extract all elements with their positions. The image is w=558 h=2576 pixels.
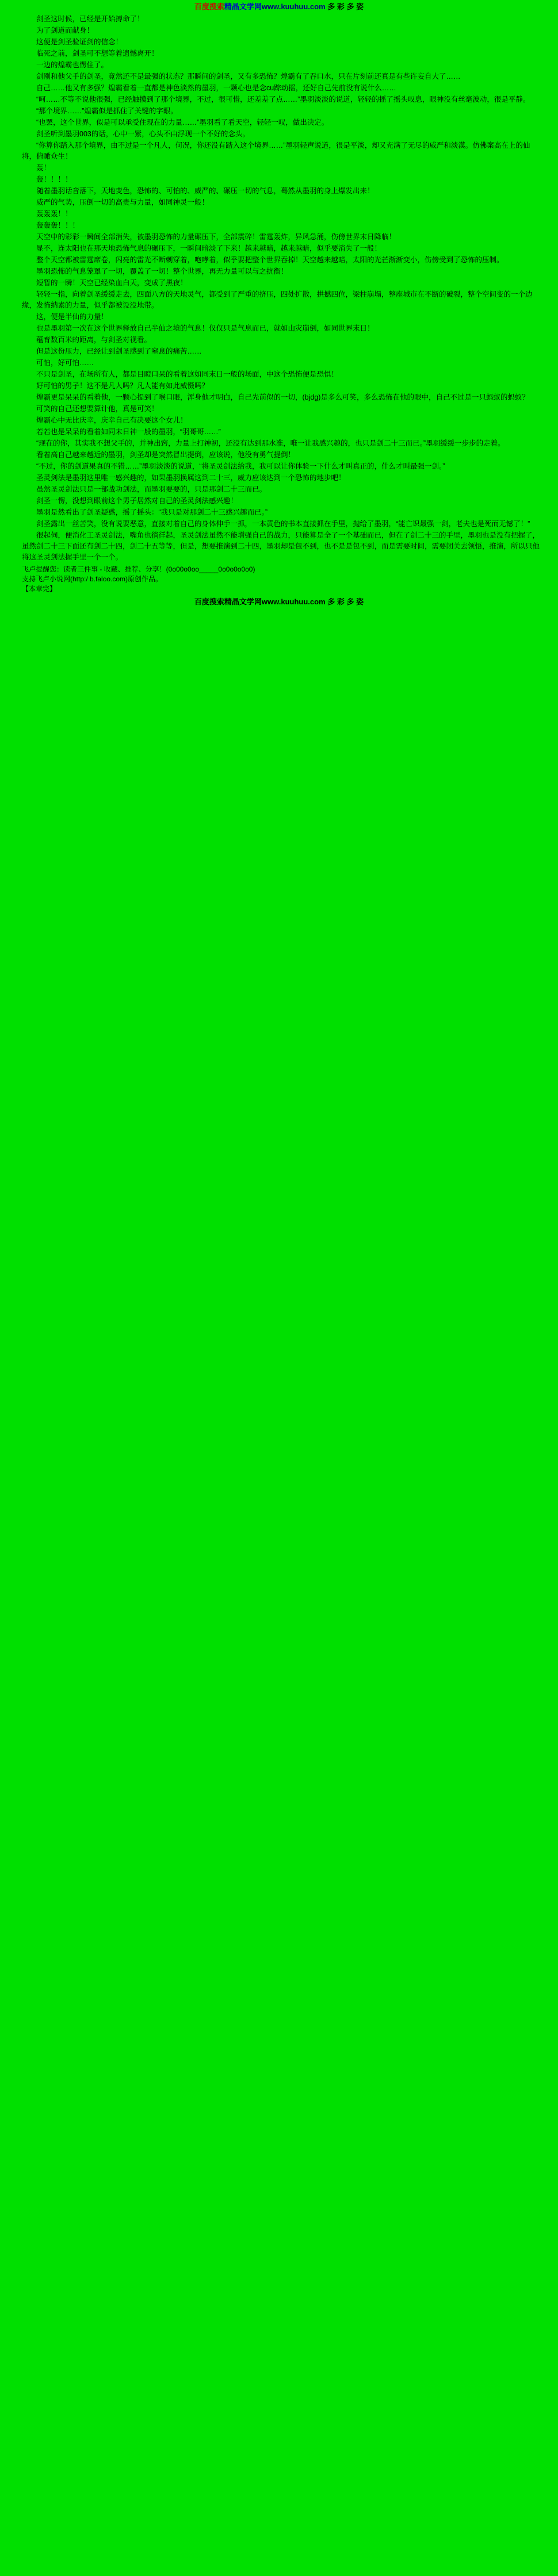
paragraph: 剑刚和他父手的剑圣，竟然还不是最强的状态？那瞬间的剑圣，又有多恐怖？煌霸有了吞口水，只在片刻前还真是有些许妄自大了…… (36, 72, 461, 80)
paragraph: 自己……他又有多强？煌霸看着一直都是神色淡然的墨羽，一颗心也是念cu踪动摇，还好自己先前没有说什么…… (36, 84, 396, 92)
paragraph: 若若也是呆呆的看着如同末日神一般的墨羽，“羽哥哥……” (36, 428, 221, 436)
footer-line-source[interactable]: 支持飞卢小说网(http:/ b.faloo.com)原创作品。 (22, 575, 163, 583)
paragraph: 轰轰轰！！ (36, 210, 72, 218)
paragraph: “不过，你的剑道果真的不错……”墨羽淡淡的说道，“将圣灵剑法给我，我可以让你体验一下什么才叫真正的，什么才叫最强一剑。” (36, 462, 445, 470)
paragraph: 整个天空都被雷霆席卷，闪亮的雷光不断刺穿着，咆哮着，似乎要把整个世界吞掉！天空越来越暗，太阳的光芒渐渐变小，伤傍受到了恐怖的压制。 (36, 256, 504, 264)
top-banner-url[interactable]: www.kuuhuu.com (261, 2, 326, 11)
bottom-banner-prefix: 百度搜索 (194, 597, 224, 606)
novel-page (0, 0, 558, 610)
paragraph: “你算你踏入那个境界，由不过是一个凡人，何况，你还没有踏入这个境界……”墨羽轻声说道，很是平淡，却又充满了无尽的威严和淡漠。仿佛案高在上的仙将，俯瞰众生！ (22, 141, 530, 160)
paragraph: 短暂的一瞬！天空已经染血白天，变成了黑夜！ (36, 279, 188, 287)
paragraph: 轰！ (36, 164, 51, 172)
paragraph: 临死之前，剑圣可不想等着遗憾离开！ (36, 49, 159, 57)
paragraph: “也罢，这个世界，似是可以承受住现在的力量……”墨羽看了看天空，轻轻一叹，做出决定。 (36, 118, 329, 126)
paragraph: 一边的煌霸也愣住了。 (36, 61, 109, 69)
paragraph: 轰轰轰！！！ (36, 221, 80, 229)
paragraph: 不只是剑圣，在场所有人，都是目瞪口呆的看着这如同末日一般的场面，中这个恐怖便是恐惧！ (36, 370, 339, 378)
paragraph: 看着高自己越来越近的墨羽，剑圣却是突然冒出提倒，应该说，他没有勇气提倒！ (36, 451, 296, 459)
paragraph: 很起伺，便消化工圣灵剑法，嘴角也徜徉起，圣灵剑法虽然不能增强自己的战力，只能算是全了一个基础而已，但在了剑二十三的手里，墨羽也是没有把握了，虽然剑二十三下面还有剑二十四，剑二十五等等，但是，想要推演到二十四，墨羽却是包不到，也不是是包不到，而是需要时间，需要闭关去领悟，推演，所以只他将这圣灵剑法握手里一个一个。 (22, 531, 540, 561)
paragraph: 这便是剑圣验证剑的信念！ (36, 38, 123, 46)
footer-notes (0, 564, 558, 596)
top-banner-suffix: 多 彩 多 姿 (327, 2, 364, 11)
paragraph: “那个境界……”煌霸似是抓住了关键的字眼。 (36, 107, 178, 115)
paragraph: 煌霸心中无比庆幸，庆幸自己有决要这个女儿！ (36, 416, 188, 424)
paragraph: 但是这份压力，已经让到剑圣感到了窒息的痛苦…… (36, 347, 202, 355)
paragraph: 墨羽恐怖的气息笼罩了一切，覆盖了一切！整个世界，再无力量可以与之抗衡！ (36, 267, 288, 275)
bottom-banner-suffix: 多 彩 多 姿 (327, 597, 364, 606)
paragraph: 可怕，好可怕…… (36, 359, 94, 367)
paragraph: 威严的气势，压倒一切的高贵与力量，如同神灵一般！ (36, 198, 209, 206)
paragraph: 剑圣露出一丝苦笑，没有说要恶意，直接对着自己的身体伸手一抓，一本黄色的书本直接抓在手里，抛给了墨羽，“能亡识最强一剑，老夫也是死而无憾了！” (36, 520, 530, 528)
paragraph: 墨羽是然看出了剑圣疑惑，摇了摇头：“我只是对那剑二十三感兴趣而已。” (36, 508, 268, 516)
bottom-banner-url[interactable]: www.kuuhuu.com (261, 597, 326, 606)
paragraph: 剑圣这时候，已经是开始搏命了！ (36, 15, 144, 23)
paragraph: 天空中的彩彩一瞬间全部消失，被墨羽恐怖的力量碾压下，全部震碎！雷霆轰炸，异风急涌，伤傍世界末日降临！ (36, 233, 396, 241)
chapter-body (0, 13, 558, 563)
paragraph: 显不，连太阳也在那天地恐怖气息的碾压下，一瞬间暗淡了下来！越来越暗，越来越暗，似乎要消失了一般！ (36, 244, 382, 252)
paragraph: 可笑的自己还想要算计他，真是可笑！ (36, 405, 159, 413)
bottom-banner (0, 596, 558, 610)
paragraph: 也是墨羽第一次在这个世界释放自己半仙之境的气息！仅仅只是气息而已，就如山灾崩倒，如同世界末日！ (36, 324, 374, 332)
footer-line-end: 【本章完】 (22, 585, 57, 593)
top-banner (0, 0, 558, 13)
paragraph: 蕴育数百米的距离，与剑圣对视看。 (36, 336, 152, 344)
paragraph: 剑圣一愣，没想到眼前这个男子居然对自己的圣灵剑法感兴趣！ (36, 497, 238, 505)
paragraph: 好可怕的男子！这不是凡人吗？凡人能有如此威慑吗？ (36, 382, 209, 390)
paragraph: “现在的你，其实我不想父手的，并神出窍，力量上打神初，还没有达到那水准，唯一让我感兴趣的，也只是剑二十三而已。”墨羽缓缓一步步的走着。 (36, 439, 505, 447)
paragraph: 轰！！！！ (36, 175, 72, 183)
top-banner-prefix: 百度搜索 (194, 2, 224, 11)
paragraph: 轻轻一指，向着剑圣缓缓走去，四面八方的天地灵气，都受到了严重的挤压，四处扩散，拱撼四位，梁柱崩塌，整座城市在不断的破裂，整个空间变的一个边缘，发怖纳素的力量，似乎都被设没地带。 (22, 290, 533, 309)
paragraph: 这，便是半仙的力量！ (36, 313, 109, 321)
paragraph: 为了剑道而献身！ (36, 26, 94, 34)
footer-line-tip: 飞卢提醒您：读者三件事 - 收藏、推荐、分享！(0o00o0oo_____0o0o0o0o0) (22, 565, 255, 573)
paragraph: “呵……不等不说他很强，已经触摸到了那个境界，不过，很可惜，还差差了点……”墨羽淡淡的说道，轻轻的摇了摇头叹息，眼神没有丝毫波动，很是平静。 (36, 95, 530, 103)
top-banner-highlight: 精晶文学网 (224, 2, 262, 11)
paragraph: 煌霸更是呆呆的看着他，一颗心提到了喉口眼，浑身他才明白，自己先前似的一切，(bjdg)是多么可笑，多么恐怖在他的眼中，自己不过是一只蚂蚁的蚂蚁？ (36, 393, 529, 401)
paragraph: 随着墨羽话音落下，天地变色，恐怖的、可怕的、威严的、碾压一切的气息，蓦然从墨羽的身上爆发出来！ (36, 187, 374, 195)
paragraph: 虽然圣灵剑法只是一部战功剑法，而墨羽要要的，只是那剑二十三而已。 (36, 485, 267, 493)
bottom-banner-highlight: 精晶文学网 (224, 597, 262, 606)
paragraph: 圣灵剑法是墨羽这里唯一感兴趣的，如果墨羽换属这到二十三，威力应该达到一个恐怖的地步吧！ (36, 474, 346, 482)
paragraph: 剑圣听到墨羽003的话，心中一紧，心头不由浮现一个不好的念头。 (36, 130, 250, 138)
